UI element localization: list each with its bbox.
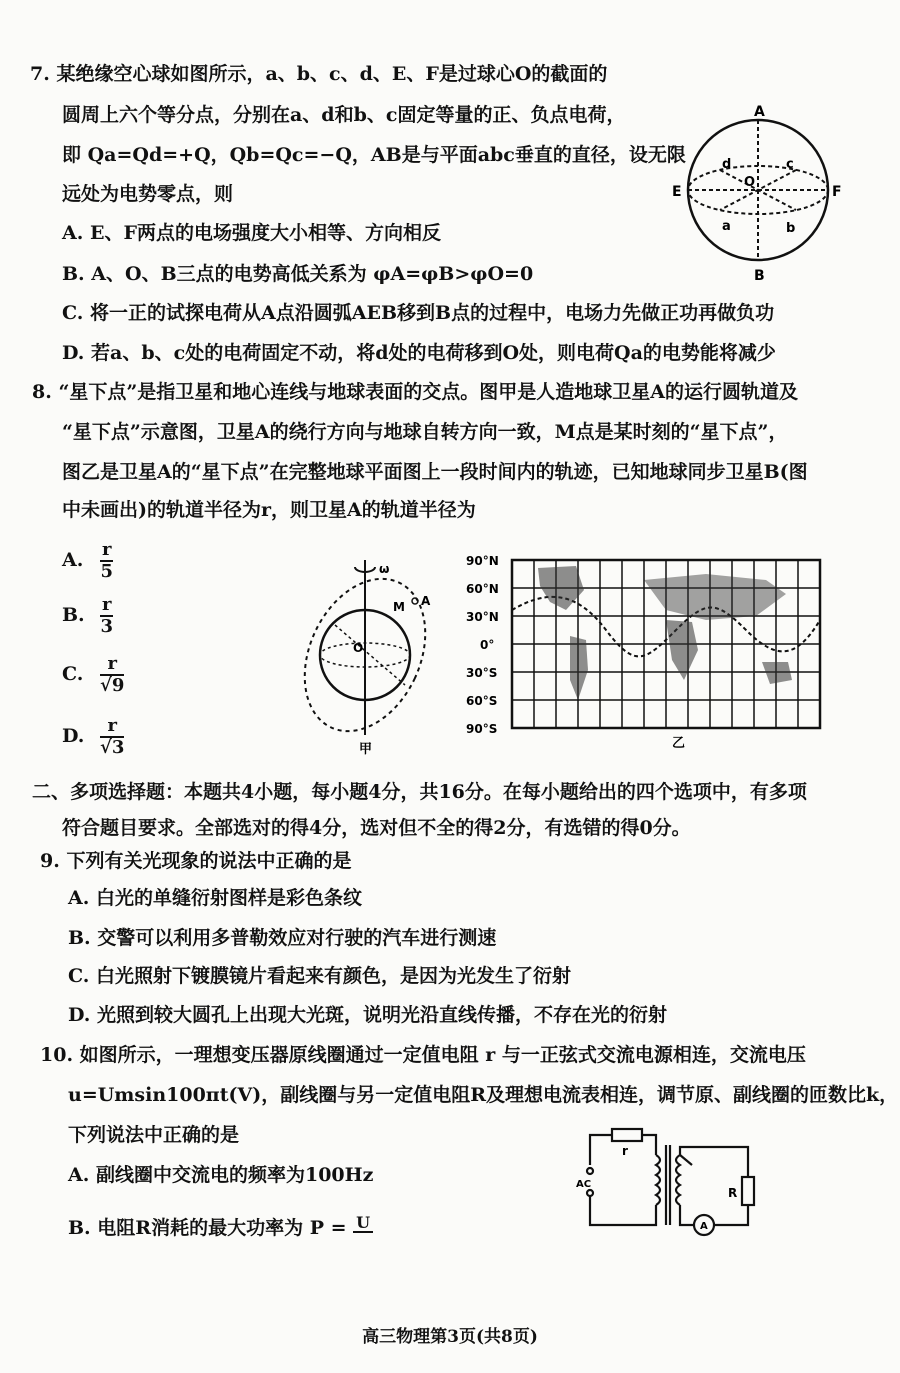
q7-fig-label-a: a: [722, 219, 731, 234]
q8-option-a-label: A.: [62, 549, 84, 571]
q10-fig-ac: AC: [576, 1179, 592, 1190]
q7-fig-label-b-bottom: B: [754, 268, 765, 284]
q7-stem-line4: 远处为电势零点，则: [62, 183, 234, 205]
q9-option-b: B. 交警可以利用多普勒效应对行驶的汽车进行测速: [68, 927, 497, 949]
q7-fig-label-f: F: [832, 184, 842, 200]
section2-heading-line1: 二、多项选择题：本题共4小题，每小题4分，共16分。在每小题给出的四个选项中，有多项: [32, 781, 807, 803]
q8-map-lat-0: 0°: [480, 638, 495, 652]
q10-circuit-figure: [570, 1125, 765, 1245]
q8-orbit-figure: [295, 555, 450, 755]
q8-option-c-label: C.: [62, 663, 84, 685]
q7-option-c: C. 将一正的试探电荷从A点沿圆弧AEB移到B点的过程中，电场力先做正功再做负功: [62, 302, 775, 324]
q7-fig-label-o: O: [744, 175, 756, 190]
q8-stem-line4: 中未画出)的轨道半径为r，则卫星A的轨道半径为: [62, 499, 476, 521]
q7-fig-label-d: d: [722, 157, 732, 172]
q8-map-lat-30n: 30°N: [466, 610, 499, 624]
q8-option-c-fraction: $\frac{r}{√9}$: [100, 653, 125, 696]
q10-fig-ammeter: A: [700, 1221, 708, 1232]
q8-fig-caption-jia: 甲: [359, 742, 373, 755]
q7-stem-line3: 即 Qa=Qd=+Q，Qb=Qc=−Q，AB是与平面abc垂直的直径，设无限: [62, 144, 686, 166]
q10-fig-r: r: [622, 1144, 628, 1158]
q8-fig-a: A: [421, 594, 431, 608]
q7-option-a: A. E、F两点的电场强度大小相等、方向相反: [62, 222, 441, 244]
q9-stem: 9. 下列有关光现象的说法中正确的是: [40, 850, 352, 872]
q10-option-b: B. 电阻R消耗的最大功率为 P = U: [68, 1215, 373, 1243]
q8-option-d-label: D.: [62, 725, 85, 747]
q8-map-lat-60n: 60°N: [466, 582, 499, 596]
q7-stem-line1: 7. 某绝缘空心球如图所示，a、b、c、d、E、F是过球心O的截面的: [30, 63, 608, 85]
q7-fig-label-e: E: [672, 184, 682, 200]
q7-option-d: D. 若a、b、c处的电荷固定不动，将d处的电荷移到O处，则电荷Qa的电势能将减少: [62, 342, 776, 364]
q10-fig-big-r: R: [728, 1186, 738, 1200]
q8-map-figure: [466, 550, 846, 750]
page-footer: 高三物理第3页(共8页): [362, 1327, 538, 1347]
q8-option-b-label: B.: [62, 604, 85, 626]
q7-stem-line2: 圆周上六个等分点，分别在a、d和b、c固定等量的正、负点电荷，: [62, 104, 626, 126]
q8-stem-line3: 图乙是卫星A的“星下点”在完整地球平面图上一段时间内的轨迹，已知地球同步卫星B(图: [62, 461, 808, 483]
q8-map-lat-90s: 90°S: [466, 722, 498, 736]
q7-fig-label-b: b: [786, 221, 796, 236]
q10-option-a: A. 副线圈中交流电的频率为100Hz: [68, 1164, 374, 1186]
q7-fig-label-a-top: A: [754, 104, 765, 120]
q9-option-c: C. 白光照射下镀膜镜片看起来有颜色，是因为光发生了衍射: [68, 965, 572, 987]
q8-stem-line1: 8. “星下点”是指卫星和地心连线与地球表面的交点。图甲是人造地球卫星A的运行圆轨道及: [32, 381, 799, 403]
q10-stem-line1: 10. 如图所示，一理想变压器原线圈通过一定值电阻 r 与一正弦式交流电源相连，交流电压: [40, 1044, 806, 1066]
q8-map-lat-90n: 90°N: [466, 554, 499, 568]
q7-fig-label-c: c: [786, 157, 794, 172]
q7-option-b: B. A、O、B三点的电势高低关系为 φA=φB>φO=0: [62, 263, 534, 285]
q8-option-d-fraction: $\frac{r}{√3}$: [100, 715, 125, 758]
q10-stem-line3: 下列说法中正确的是: [68, 1124, 240, 1146]
q8-option-a-fraction: $\frac{r}{5}$: [100, 539, 113, 582]
q10-stem-line2: u=Umsin100πt(V)，副线圈与另一定值电阻R及理想电流表相连，调节原、副线圈的匝数比k，: [68, 1084, 899, 1106]
section2-heading-line2: 符合题目要求。全部选对的得4分，选对但不全的得2分，有选错的得0分。: [62, 817, 691, 839]
q8-option-b-fraction: $\frac{r}{3}$: [100, 594, 113, 637]
q9-option-a: A. 白光的单缝衍射图样是彩色条纹: [68, 887, 362, 909]
q8-stem-line2: “星下点”示意图，卫星A的绕行方向与地球自转方向一致，M点是某时刻的“星下点”，: [62, 421, 788, 443]
q8-map-lat-60s: 60°S: [466, 694, 498, 708]
q8-map-lat-30s: 30°S: [466, 666, 498, 680]
q9-option-d: D. 光照到较大圆孔上出现大光斑，说明光沿直线传播，不存在光的衍射: [68, 1004, 668, 1026]
q8-map-caption-yi: 乙: [672, 736, 686, 750]
q8-fig-omega: ω: [379, 562, 390, 576]
q7-sphere-figure: [670, 100, 850, 285]
q8-fig-o: O: [353, 641, 364, 655]
q8-fig-m: M: [393, 600, 405, 614]
